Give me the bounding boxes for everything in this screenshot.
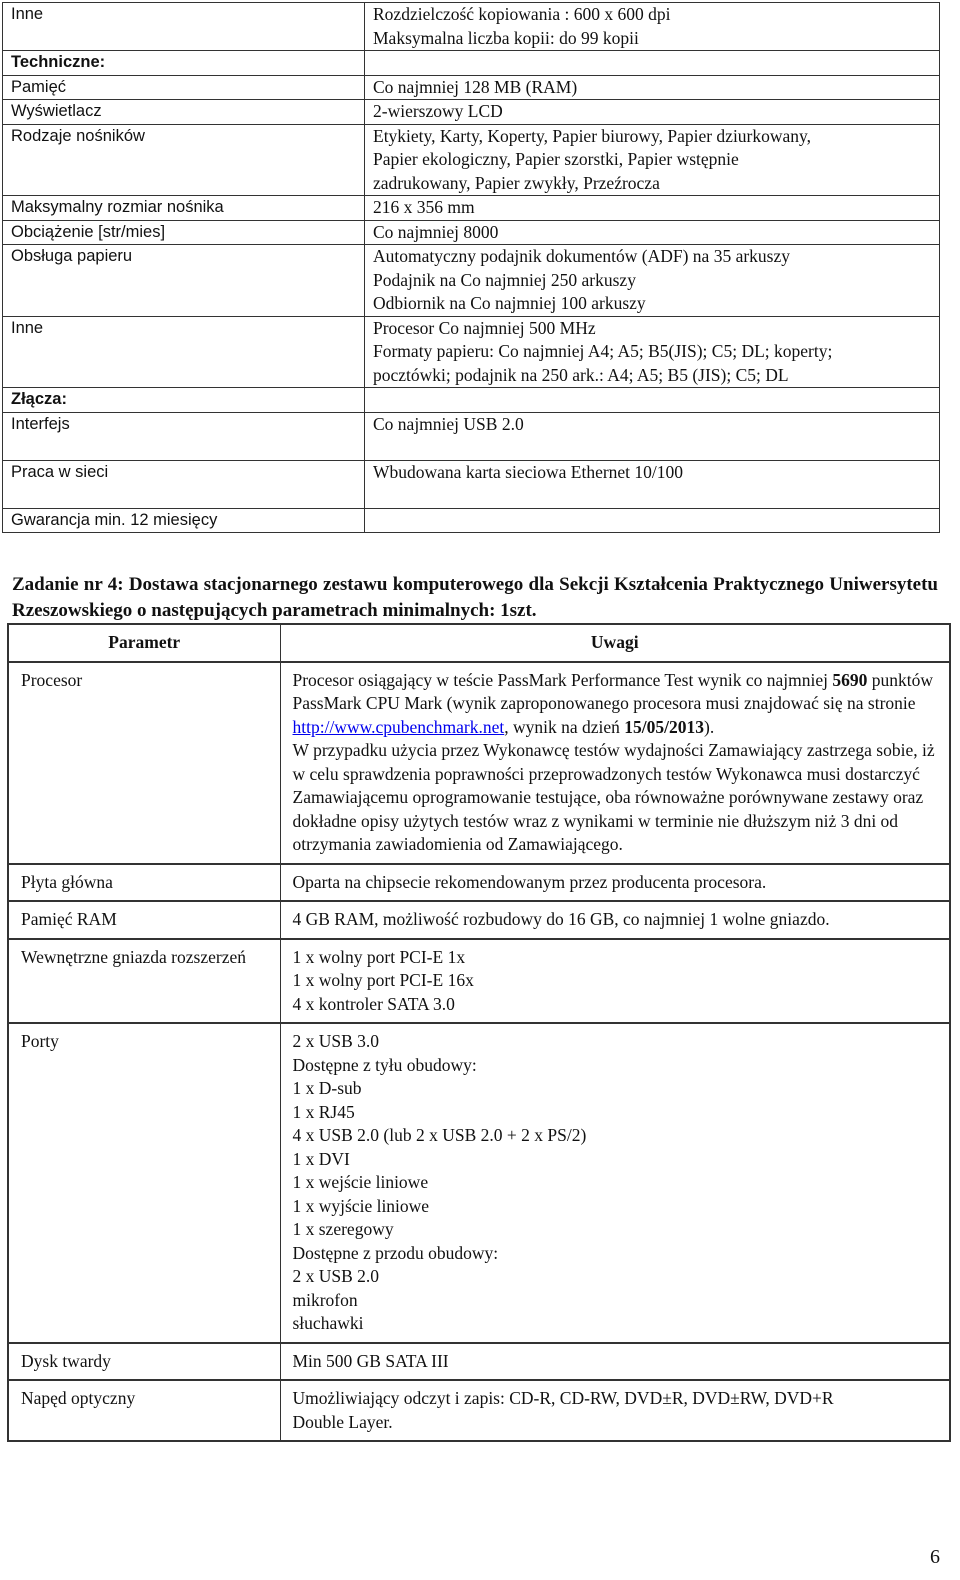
param-notes (280, 1023, 950, 1343)
spec-value-line: pocztówki; podajnik na 250 ark.: A4; A5; B5 (JIS); C5; DL (373, 364, 789, 385)
empty-line (373, 388, 939, 412)
spec-value-line: Podajnik na Co najmniej 250 arkuszy (373, 269, 636, 290)
notes-line: Double Layer. (292, 1411, 393, 1432)
spec-value-line (373, 484, 939, 508)
param-notes (280, 662, 950, 864)
notes-line: Dostępne z tyłu obudowy: (292, 1054, 477, 1075)
spec-value (365, 460, 940, 508)
spec-label: Interfejs (3, 412, 365, 460)
spec-value-line: zadrukowany, Papier zwykły, Przeźrocza (373, 172, 660, 193)
passmark-score: 5690 (832, 669, 868, 690)
table-row (8, 939, 950, 1024)
notes-line: 2 x USB 2.0 (292, 1266, 380, 1286)
param-label: Dysk twardy (8, 1343, 280, 1381)
table-row (3, 412, 940, 460)
table-row (8, 1023, 950, 1343)
printer-spec-body (3, 3, 940, 533)
empty-line (373, 51, 939, 75)
table-row (8, 1343, 950, 1381)
spec-value (365, 220, 940, 245)
procesor-paragraph-1 (293, 669, 940, 740)
procesor-paragraph-2: W przypadku użycia przez Wykonawcę testów wydajności Zamawiający zastrzega sobie, iż w celu sprawdzenia poprawności przeprowadzonych testów Wykonawca musi dostarczyć Zamawiającemu oprogramowanie testujące, oba równoważne porównywane zestawy oraz dokładne opisy użytych testów wraz z wynikami w terminie nie dłuższym niż 3 dni od otrzymania zawiadomienia od Zamawiającego. (292, 740, 935, 854)
text-segment: ). (704, 716, 715, 737)
notes-line: Oparta na chipsecie rekomendowanym przez producenta procesora. (292, 871, 767, 892)
spec-value-line: Rozdzielczość kopiowania : 600 x 600 dpi (373, 4, 671, 24)
spec-label: Praca w sieci (3, 460, 365, 508)
table-row (3, 388, 940, 413)
spec-label: Inne (3, 316, 365, 388)
notes-line: 1 x szeregowy (292, 1219, 394, 1239)
notes-line: 1 x wolny port PCI-E 16x (292, 970, 474, 990)
param-label: Procesor (8, 662, 280, 864)
spec-value (365, 245, 940, 317)
notes-line: 1 x wolny port PCI-E 1x (292, 946, 466, 967)
empty-line (373, 509, 939, 533)
table-row (8, 901, 950, 939)
spec-label: Maksymalny rozmiar nośnika (3, 196, 365, 221)
spec-value-line: Procesor Co najmniej 500 MHz (373, 317, 596, 338)
notes-line: Min 500 GB SATA III (292, 1350, 449, 1371)
cpubenchmark-link[interactable]: http://www.cpubenchmark.net (292, 716, 505, 737)
notes-line: 4 x kontroler SATA 3.0 (292, 993, 455, 1014)
notes-line: 1 x wejście liniowe (292, 1172, 429, 1192)
spec-value (365, 196, 940, 221)
notes-line: mikrofon (292, 1289, 358, 1310)
spec-value-line: Co najmniej 128 MB (RAM) (373, 76, 578, 97)
spec-value (365, 100, 940, 125)
page-number: 6 (930, 1546, 940, 1568)
spec-value-line: Co najmniej 8000 (373, 221, 499, 242)
text-segment: , wynik na dzień (504, 716, 625, 737)
spec-table-body (8, 662, 950, 1442)
spec-value-line: Automatyczny podajnik dokumentów (ADF) na 35 arkuszy (373, 246, 791, 266)
spec-value-line: 2-wierszowy LCD (373, 101, 503, 121)
notes-line: 4 x USB 2.0 (lub 2 x USB 2.0 + 2 x PS/2) (292, 1125, 587, 1145)
param-label: Napęd optyczny (8, 1380, 280, 1441)
table-row (3, 245, 940, 317)
spec-label: Pamięć (3, 75, 365, 100)
notes-line: 4 GB RAM, możliwość rozbudowy do 16 GB, co najmniej 1 wolne gniazdo. (292, 909, 830, 929)
spec-label: Wyświetlacz (3, 100, 365, 125)
table-row (3, 3, 940, 51)
table-row (3, 51, 940, 76)
param-label: Płyta główna (8, 864, 280, 902)
table-row (3, 124, 940, 196)
table-row (3, 316, 940, 388)
spec-value (365, 124, 940, 196)
table-row (8, 1380, 950, 1441)
notes-line: 1 x wyjście liniowe (292, 1195, 430, 1216)
spec-value-line: Odbiornik na Co najmniej 100 arkuszy (373, 293, 646, 313)
table-row (3, 100, 940, 125)
spec-value-line: Co najmniej USB 2.0 (373, 413, 524, 434)
spec-value (365, 388, 940, 413)
notes-line: 1 x DVI (292, 1148, 350, 1169)
spec-label: Gwarancja min. 12 miesięcy (3, 508, 365, 533)
table-row (3, 220, 940, 245)
notes-line: Umożliwiający odczyt i zapis: CD-R, CD-RW, DVD±R, DVD±RW, DVD+R (292, 1388, 834, 1408)
spec-label: Inne (3, 3, 365, 51)
spec-label: Złącza: (3, 388, 365, 413)
table-row (3, 508, 940, 533)
param-notes (280, 939, 950, 1024)
spec-value-line: Wbudowana karta sieciowa Ethernet 10/100 (373, 461, 684, 482)
spec-value (365, 75, 940, 100)
header-param: Parametr (8, 624, 280, 662)
param-notes (280, 901, 950, 939)
spec-value-line: Papier ekologiczny, Papier szorstki, Papier wstępnie (373, 149, 739, 169)
benchmark-date: 15/05/2013 (624, 716, 705, 737)
spec-table-header-row (8, 624, 950, 662)
table-row (3, 460, 940, 508)
spec-value-line: Maksymalna liczba kopii: do 99 kopii (373, 27, 639, 48)
param-label: Pamięć RAM (8, 901, 280, 939)
spec-value-line: Etykiety, Karty, Koperty, Papier biurowy, Papier dziurkowany, (373, 125, 812, 146)
notes-line: Dostępne z przodu obudowy: (292, 1242, 499, 1263)
notes-line: 1 x RJ45 (292, 1101, 355, 1122)
spec-value (365, 3, 940, 51)
printer-spec-table (2, 2, 940, 533)
text-segment: punktów PassMark CPU Mark (wynik zaproponowanego procesora musi znajdować się na stronie (292, 669, 933, 713)
notes-line: 1 x D-sub (292, 1078, 362, 1098)
notes-line: 2 x USB 3.0 (292, 1031, 380, 1051)
spec-value (365, 508, 940, 533)
spec-value (365, 316, 940, 388)
header-notes: Uwagi (280, 624, 950, 662)
task-heading: Zadanie nr 4: Dostawa stacjonarnego zestawu komputerowego dla Sekcji Kształcenia Praktycznego Uniwersytetu Rzeszowskiego o następujących parametrach minimalnych: 1szt. (12, 574, 938, 621)
spec-label: Rodzaje nośników (3, 124, 365, 196)
param-label: Porty (8, 1023, 280, 1343)
table-row (3, 196, 940, 221)
spec-label: Techniczne: (3, 51, 365, 76)
notes-line: słuchawki (292, 1313, 364, 1333)
spec-value-line: Formaty papieru: Co najmniej A4; A5; B5(JIS); C5; DL; koperty; (373, 341, 833, 361)
computer-spec-table (7, 623, 951, 1442)
table-row (8, 864, 950, 902)
spec-label: Obciążenie [str/mies] (3, 220, 365, 245)
param-notes (280, 1343, 950, 1381)
table-row (3, 75, 940, 100)
text-segment: Procesor osiągający w teście PassMark Performance Test wynik co najmniej (292, 669, 833, 690)
table-row-procesor (8, 662, 950, 864)
spec-label: Obsługa papieru (3, 245, 365, 317)
spec-value (365, 51, 940, 76)
param-notes (280, 864, 950, 902)
param-notes (280, 1380, 950, 1441)
spec-value-line: 216 x 356 mm (373, 197, 475, 217)
spec-value-line (373, 436, 939, 460)
spec-value (365, 412, 940, 460)
param-label: Wewnętrzne gniazda rozszerzeń (8, 939, 280, 1024)
